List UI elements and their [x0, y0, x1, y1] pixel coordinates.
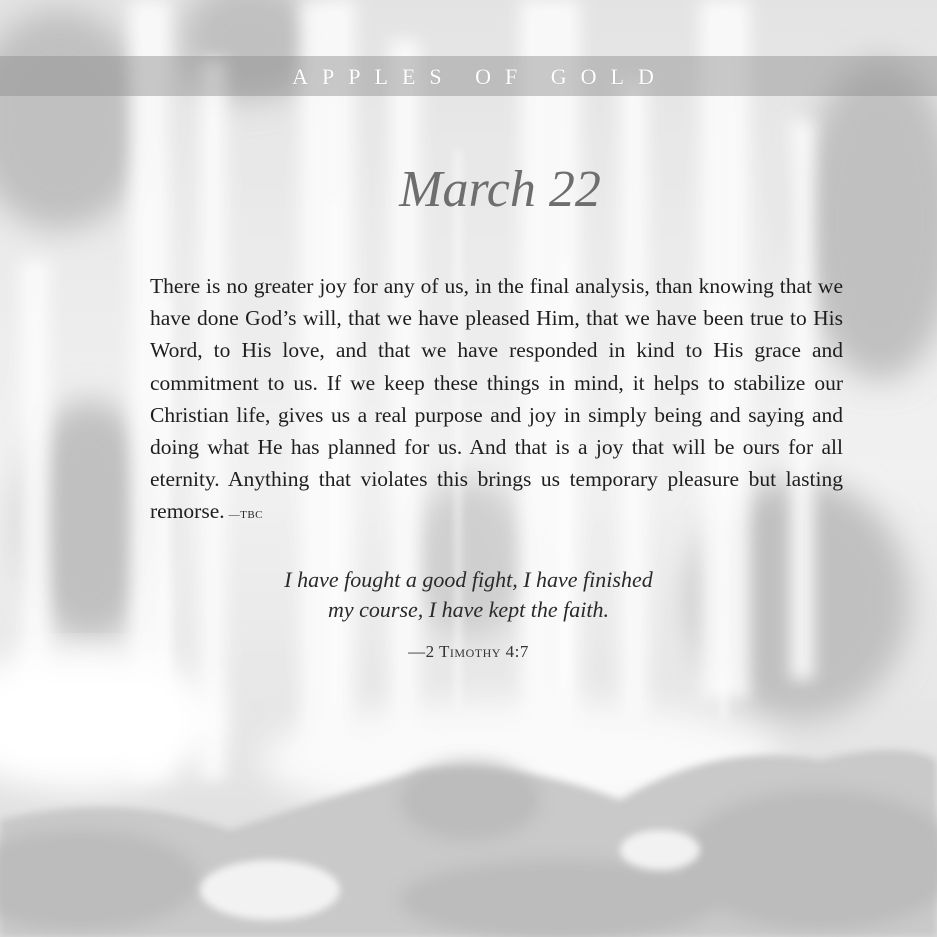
- devotional-paragraph: [150, 270, 843, 532]
- author-attribution: —TBC: [228, 509, 264, 522]
- scripture-reference: —2 Timothy 4:7: [408, 642, 529, 661]
- devotional-text: There is no greater joy for any of us, in the final analysis, than knowing that we have done God’s will, that we have pleased Him, that we have been true to His Word, to His love, and that we have responded in kind to His grace and commitment to us. If we keep these things in mind, it helps to stabilize our Christian life, gives us a real purpose and joy in simply being and saying and doing what He has planned for us. And that is a joy that will be ours for all eternity. Anything that violates this brings us temporary pleasure but lasting remorse.: [150, 274, 843, 524]
- scripture-line-2: my course, I have kept the faith.: [327, 597, 609, 622]
- running-title: APPLES OF GOLD: [292, 64, 668, 89]
- scripture-line-1: I have fought a good fight, I have finished: [284, 567, 653, 592]
- entry-date: March 22: [399, 161, 601, 218]
- scripture-quote: [250, 565, 687, 625]
